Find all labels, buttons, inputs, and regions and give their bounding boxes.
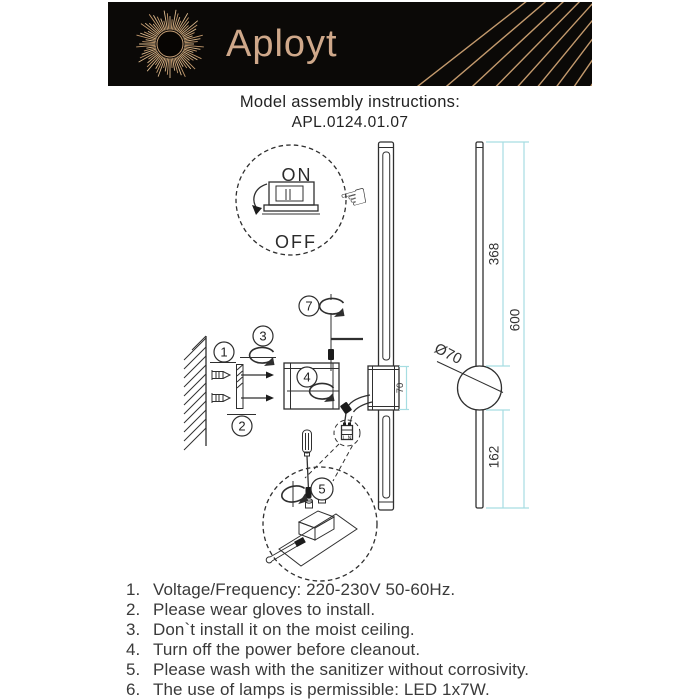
dim-162: 162 bbox=[486, 445, 502, 469]
callout-7 bbox=[299, 296, 319, 316]
terminal-block-icon bbox=[279, 494, 357, 566]
plate-hatching bbox=[237, 365, 243, 388]
instruction-text: Please wear gloves to install. bbox=[153, 600, 376, 619]
callout-2 bbox=[232, 416, 252, 436]
switch-icon bbox=[262, 182, 320, 214]
instruction-text: The use of lamps is permissible: LED 1x7W. bbox=[153, 680, 490, 699]
power-cable bbox=[328, 294, 363, 371]
assembly-diagram bbox=[0, 130, 700, 582]
on-label: ON bbox=[281, 165, 313, 185]
zoom-leader-right bbox=[333, 446, 353, 482]
callout-5-label: 5 bbox=[318, 481, 326, 497]
rays-decoration-icon bbox=[315, 2, 592, 86]
led-strip-upper bbox=[383, 152, 390, 360]
led-strip-lower bbox=[383, 416, 390, 498]
rotate-arrow-icon-5 bbox=[280, 484, 308, 507]
switch-detail bbox=[236, 145, 373, 255]
logo-center-disc bbox=[157, 31, 183, 57]
rotate-arrow-icon-7 bbox=[320, 298, 345, 317]
dim-368: 368 bbox=[486, 242, 502, 266]
instruction-number: 2. bbox=[126, 600, 141, 619]
callout-5 bbox=[311, 478, 333, 500]
title-block bbox=[0, 93, 700, 132]
incoming-wire bbox=[266, 537, 306, 563]
instruction-text: Please wash with the sanitizer without corrosivity. bbox=[153, 660, 530, 679]
neutral-wire-label: N bbox=[347, 435, 352, 442]
instruction-number: 5. bbox=[126, 660, 141, 679]
callout-4-label: 4 bbox=[303, 369, 311, 385]
off-label: OFF bbox=[275, 232, 317, 252]
dimension-lines bbox=[395, 142, 529, 508]
rotate-arrow-icon-3 bbox=[250, 347, 275, 366]
instruction-item bbox=[126, 620, 529, 640]
dim-600: 600 bbox=[507, 308, 523, 332]
brand-name: Aployt bbox=[226, 23, 338, 65]
connection-wires bbox=[340, 395, 372, 426]
rotate-arrow-icon-4 bbox=[310, 383, 335, 402]
banner-art bbox=[108, 2, 592, 86]
instruction-text: Don`t install it on the moist ceiling. bbox=[153, 620, 415, 639]
page-title: Model assembly instructions: bbox=[239, 93, 461, 111]
instruction-item bbox=[126, 680, 529, 700]
callout-2-label: 2 bbox=[238, 418, 246, 434]
callout-4 bbox=[297, 367, 317, 387]
instruction-number: 4. bbox=[126, 640, 141, 659]
instruction-text: Turn off the power before cleanout. bbox=[153, 640, 421, 659]
instruction-item bbox=[126, 640, 529, 660]
callout-3 bbox=[253, 326, 273, 346]
instruction-item bbox=[126, 660, 529, 680]
instruction-item bbox=[126, 580, 529, 600]
diameter-label: Ø70 bbox=[431, 339, 465, 369]
instruction-item bbox=[126, 600, 529, 620]
instruction-number: 6. bbox=[126, 680, 141, 699]
callout-1 bbox=[214, 342, 234, 362]
wiring-detail bbox=[334, 420, 360, 446]
brand-banner bbox=[108, 2, 592, 86]
live-wire-label: L bbox=[342, 435, 346, 442]
callout-3-label: 3 bbox=[259, 328, 267, 344]
instructions-list bbox=[126, 580, 529, 700]
wall-section bbox=[184, 336, 206, 450]
callout-7-label: 7 bbox=[305, 298, 313, 314]
wall-hatching bbox=[184, 336, 206, 450]
instruction-number: 1. bbox=[126, 580, 141, 599]
zoom-leader-left bbox=[305, 444, 339, 478]
terminal-detail bbox=[263, 430, 377, 581]
instruction-text: Voltage/Frequency: 220-230V 50-60Hz. bbox=[153, 580, 456, 599]
instruction-number: 3. bbox=[126, 620, 141, 639]
callout-1-label: 1 bbox=[220, 344, 228, 360]
dim-70: 70 bbox=[395, 382, 406, 394]
mounting-plate bbox=[210, 363, 256, 415]
hand-icon: ☜ bbox=[335, 176, 373, 219]
model-number: APL.0124.01.07 bbox=[291, 114, 409, 131]
wall-cup bbox=[458, 366, 502, 410]
